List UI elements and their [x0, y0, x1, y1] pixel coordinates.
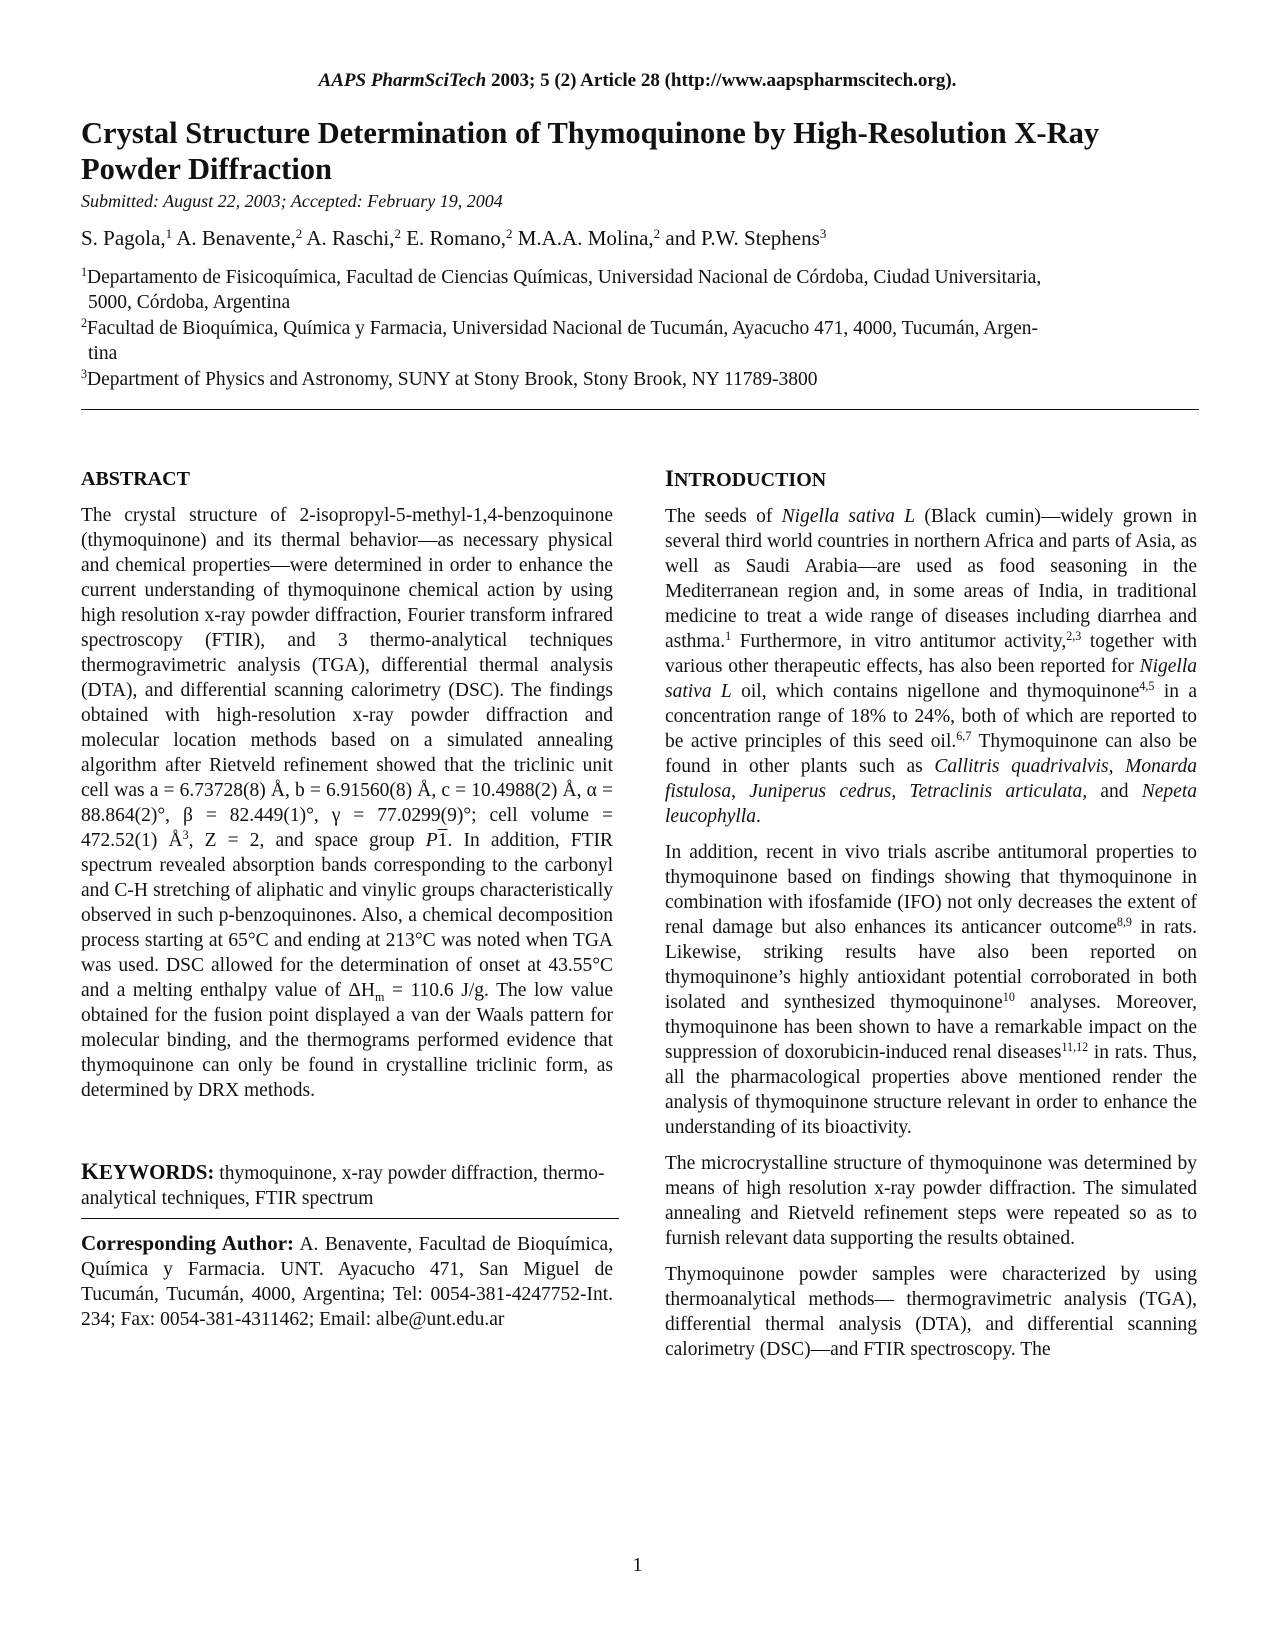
corresponding-author-text: A. Benavente, Facultad de Bioquímica, Química y Farmacia. UNT. Ayacucho 471, San Miguel de Tucumán, Tucumán, 4000, Argentina; Tel: 0054-381-4247752-Int. 234; Fax: 0054-381-4311462; Email: albe@unt.edu.ar: [81, 1234, 613, 1330]
keywords-text: thymoquinone, x-ray powder diffraction, thermo-analytical techniques, FTIR spectrum: [81, 1163, 605, 1209]
affiliation-line: Department of Physics and Astronomy, SUNY at Stony Brook, Stony Brook, NY 11789-3800: [87, 369, 818, 390]
introduction-paragraph: Thymoquinone powder samples were characterized by using thermoanalytical methods— thermogravimetric analysis (TGA), differential thermal analysis (DTA), and differential scanning calorimetry (DSC)—and FTIR spectroscopy. The: [665, 1264, 1197, 1360]
page-number: 1: [632, 1554, 643, 1576]
author-affiliation-mark: 2: [505, 225, 513, 241]
citation-mark: 1: [725, 629, 732, 644]
space-group-symbol: P: [425, 830, 438, 851]
text-run: In addition, recent in vivo trials ascribe antitumoral properties to thymoquinone based on findings showing that thymoquinone in combination with ifosfamide (IFO) not only decreases the extent of renal damage but also enhances its anticancer outcome: [665, 842, 1197, 938]
space-group-bar: 1: [437, 830, 448, 851]
author-name: and P.W. Stephens: [660, 226, 820, 250]
keywords-divider: [81, 1218, 619, 1219]
keywords-label-first: K: [81, 1159, 99, 1184]
species-name: Callitris quadrivalvis, Monarda fistulosa, Juniperus cedrus, Tetraclinis articulata,: [665, 756, 1198, 802]
abstract-text-part: . In addition, FTIR spectrum revealed absorption bands corresponding to the carbonyl and C-H stretching of aliphatic and vinylic groups characteristically observed in such p-benzoquinones. Also, a chemical decomposition process starting at 65°C and ending at 213°C was noted when TGA was used. DSC allowed for the determination of onset at 43.55°C and a melting enthalpy value of ΔH: [81, 830, 613, 1001]
journal-header: [0, 70, 1275, 92]
citation-mark: 4,5: [1139, 679, 1155, 694]
author-name: M.A.A. Molina,: [512, 226, 654, 250]
affiliation-line: Departamento de Fisicoquímica, Facultad de Ciencias Químicas, Universidad Nacional de Córdoba, Ciudad Universitaria,: [87, 267, 1042, 288]
author-name: A. Raschi,: [302, 226, 395, 250]
citation-mark: 10: [1002, 990, 1015, 1005]
introduction-heading-first: I: [665, 466, 674, 491]
text-run: analyses. Moreover, thymoquinone has been shown to have a remarkable impact on the suppression of doxorubicin-induced renal diseases: [665, 992, 1197, 1063]
affiliation: [81, 316, 1201, 366]
corresponding-author-label: Corresponding Author:: [81, 1231, 295, 1255]
affiliation-line: Facultad de Bioquímica, Química y Farmacia, Universidad Nacional de Tucumán, Ayacucho 471, 4000, Tucumán, Argen-: [87, 318, 1039, 339]
header-divider: [81, 409, 1199, 410]
right-column: [665, 466, 1197, 1373]
paper-title: Crystal Structure Determination of Thymoquinone by High-Resolution X-Ray Powder Diffraction: [81, 116, 1100, 186]
species-name: Nigella sativa L: [665, 656, 1197, 702]
abstract-superscript: 3: [182, 828, 189, 843]
affiliation-number: 1: [81, 265, 88, 280]
abstract-text-part: = 110.6 J/g. The low value obtained for the fusion point displayed a van der Waals pattern for molecular binding, and the thermograms performed evidence that thymoquinone can only be found in crystalline triclinic form, as determined by DRX methods.: [81, 980, 613, 1101]
affiliation-line: tina: [88, 343, 118, 364]
citation-mark: 11,12: [1061, 1040, 1089, 1055]
introduction-paragraph: [665, 504, 1197, 829]
author-name: S. Pagola,: [81, 226, 166, 250]
keywords: [81, 1159, 613, 1211]
affiliation-line: 5000, Córdoba, Argentina: [88, 292, 291, 313]
introduction-heading-rest: NTRODUCTION: [673, 469, 827, 491]
abstract-text-part: , Z = 2, and space group: [188, 830, 426, 851]
text-run: together with various other therapeutic effects, has also been reported for: [665, 631, 1197, 677]
author-name: E. Romano,: [400, 226, 506, 250]
text-run: (Black cumin)—widely grown in several third world countries in northern Africa and parts of Asia, as well as Saudi Arabia—are used as food seasoning in the Mediterranean region and, in some areas of India, in traditional medicine to treat a wide range of diseases including diarrhea and asthma.: [665, 506, 1197, 652]
abstract-text: [81, 503, 613, 1103]
abstract-text-part: The crystal structure of 2-isopropyl-5-methyl-1,4-benzoquinone (thymoquinone) and its thermal behavior—as necessary physical and chemical properties—were determined in order to enhance the current understanding of thymoquinone chemical action by using high resolution x-ray powder diffraction, Fourier transform infrared spectroscopy (FTIR), and 3 thermo-analytical techniques thermogravimetric analysis (TGA), differential thermal analysis (DTA), and differential scanning calorimetry (DSC). The findings obtained with high-resolution x-ray powder diffraction and molecular location methods based on a simulated annealing algorithm after Rietveld refinement showed that the triclinic unit cell was a = 6.73728(8) Å, b = 6.91560(8) Å, c = 10.4988(2) Å, α = 88.864(2)°, β = 82.449(1)°, γ = 77.0299(9)°; cell volume = 472.52(1) Å: [81, 505, 613, 851]
text-run: and: [1087, 781, 1142, 802]
text-run: in rats. Likewise, striking results have also been reported on thymoquinone’s highly antioxidant potential corroborated in both isolated and synthesized thymoquinone: [665, 917, 1197, 1013]
keywords-label: EYWORDS:: [98, 1160, 215, 1184]
author-affiliation-mark: 2: [653, 225, 661, 241]
citation-mark: 2,3: [1066, 629, 1082, 644]
species-name: Nigella sativa L: [781, 506, 916, 527]
affiliation-number: 3: [81, 367, 88, 382]
author-name: A. Benavente,: [172, 226, 296, 250]
journal-citation: 2003; 5 (2) Article 28 (http://www.aapspharmscitech.org).: [486, 70, 957, 91]
abstract-heading: ABSTRACT: [81, 468, 190, 490]
text-run: The seeds of: [665, 506, 782, 527]
author-affiliation-mark: 2: [295, 225, 303, 241]
author-affiliation-mark: 2: [394, 225, 401, 241]
affiliation: [81, 367, 1201, 392]
citation-mark: 6,7: [956, 729, 972, 744]
citation-mark: 8,9: [1116, 915, 1132, 930]
affiliation: [81, 265, 1201, 315]
introduction-paragraph: [665, 840, 1197, 1140]
abstract-subscript: m: [375, 989, 385, 1004]
text-run: in rats. Thus, all the pharmacological properties above mentioned render the analysis of thymoquinone structure relevant in order to enhance the understanding of its bioactivity.: [665, 1042, 1197, 1138]
species-name: Nepeta leucophylla: [665, 781, 1197, 827]
author-affiliation-mark: 3: [819, 225, 827, 241]
introduction-heading: [665, 466, 1197, 493]
introduction-paragraph: The microcrystalline structure of thymoquinone was determined by means of high resolution x-ray powder diffraction. The simulated annealing and Rietveld refinement steps were repeated so as to furnish relevant data supporting the results obtained.: [665, 1153, 1197, 1249]
journal-name: AAPS PharmSciTech: [318, 70, 487, 91]
author-affiliation-mark: 1: [165, 225, 173, 241]
text-run: .: [755, 806, 761, 827]
text-run: Thymoquinone can also be found in other plants such as: [665, 731, 1197, 777]
text-run: oil, which contains nigellone and thymoquinone: [731, 681, 1140, 702]
text-run: in a concentration range of 18% to 24%, both of which are reported to be active principles of this seed oil.: [665, 681, 1197, 752]
affiliation-number: 2: [81, 316, 88, 331]
text-run: Furthermore, in vitro antitumor activity,: [731, 631, 1067, 652]
author-list: [81, 226, 826, 251]
submission-dates: Submitted: August 22, 2003; Accepted: February 19, 2004: [81, 191, 503, 211]
affiliation-list: [81, 265, 1201, 393]
corresponding-author: [81, 1231, 613, 1332]
left-column: [81, 466, 613, 1332]
